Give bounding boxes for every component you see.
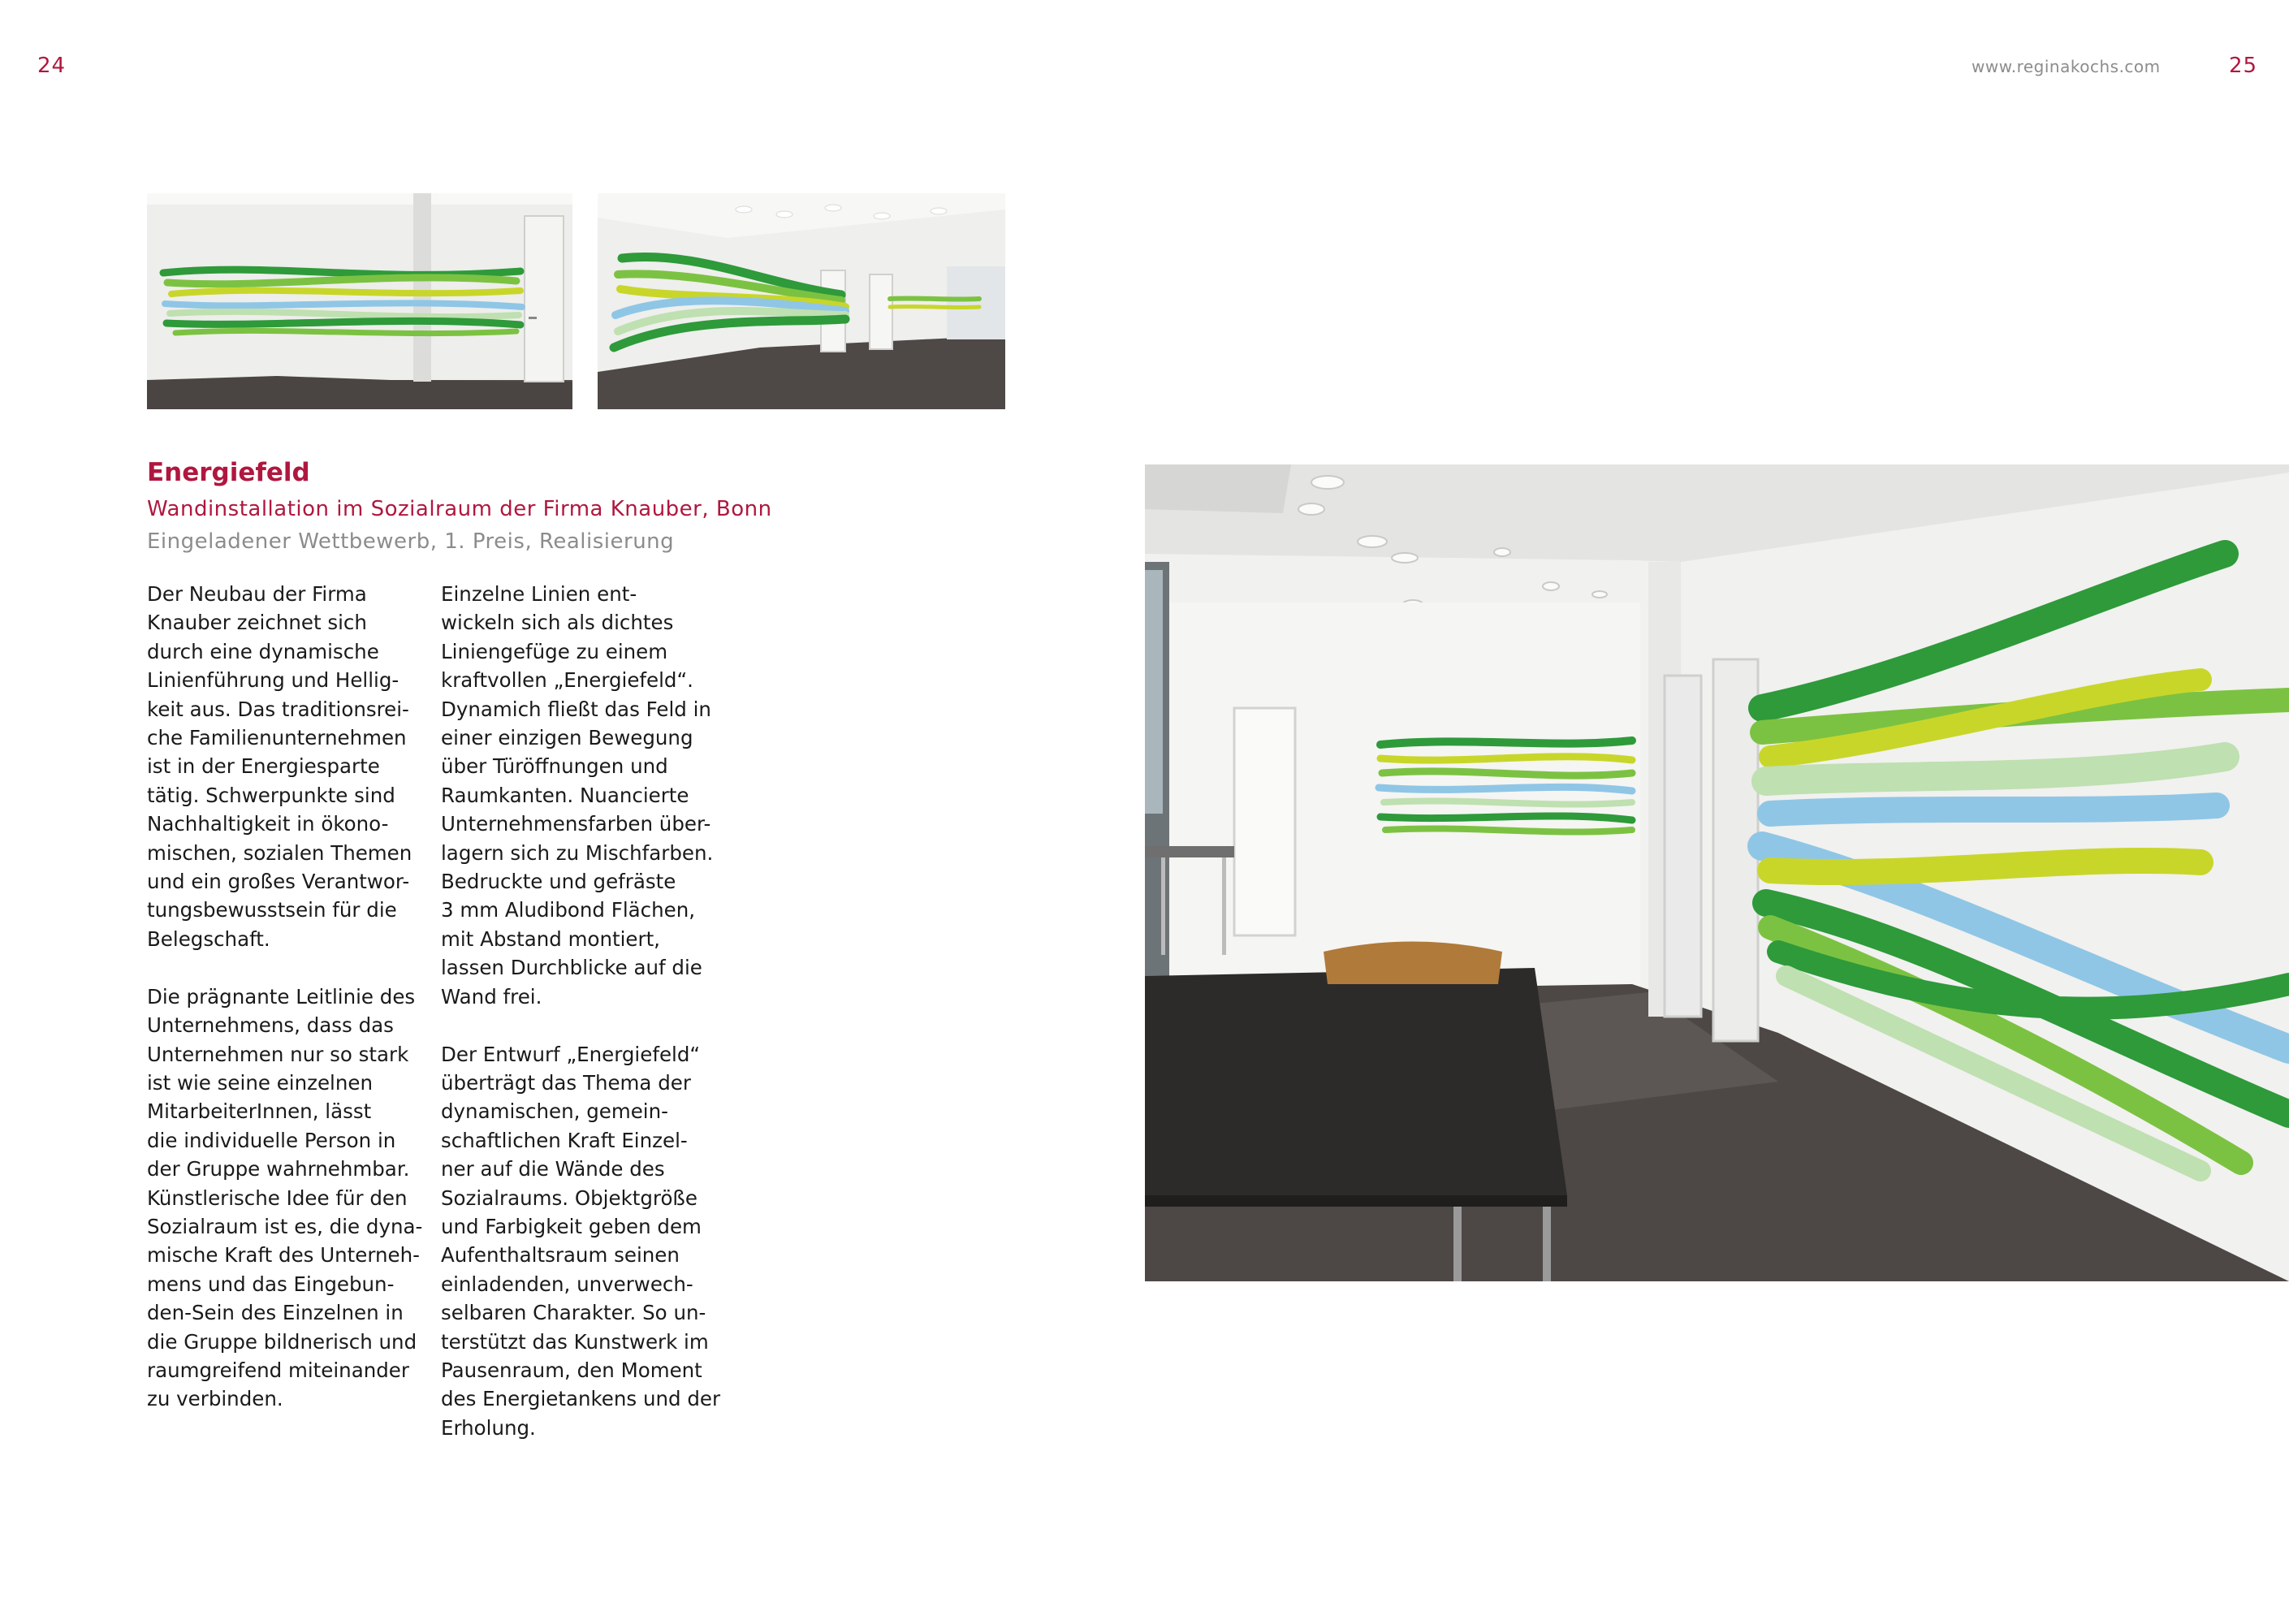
installation-photo-2 <box>598 193 1005 409</box>
article-competition-info: Eingeladener Wettbewerb, 1. Preis, Realisierung <box>147 529 675 554</box>
installation-photo-1 <box>147 193 572 409</box>
body-text-column-2: Einzelne Linien ent- wickeln sich als dichtes Liniengefüge zu einem kraftvollen „Energiefeld“. Dynamich fließt das Feld in einer einzigen Bewegung über Türöffnungen und Raumkanten. Nuancierte Unternehmensfarben über- lagern sich zu Mischfarben. Bedruckte und gefräste 3 mm Aludibond Flächen, mit Abstand montiert, lassen Durchblicke auf die Wand frei. Der Entwurf „Energiefeld“ überträgt das Thema der dynamischen, gemein- schaftlichen Kraft Einzel- ner auf die Wände des Sozialraums. Objektgröße und Farbigkeit geben dem Aufenthaltsraum seinen einladenden, unverwech- selbaren Charakter. So un- terstützt das Kunstwerk im Pausenraum, den Moment des Energietankens und der Erholung. <box>441 582 721 1440</box>
body-text-column-1: Der Neubau der Firma Knauber zeichnet sich durch eine dynamische Linienführung und Hellig- keit aus. Das traditionsrei- che Familienunternehmen ist in der Energiesparte tätig. Schwerpunkte sind Nachhaltigkeit in ökono- mischen, sozialen Themen und ein großes Verantwor- tungsbewusstsein für die Belegschaft. Die prägnante Leitlinie des Unternehmens, dass das Unternehmen nur so stark ist wie seine einzelnen MitarbeiterInnen, lässt die individuelle Person in der Gruppe wahrnehmbar. Künstlerische Idee für den Sozialraum ist es, die dyna- mische Kraft des Unterneh- mens und das Eingebun- den-Sein des Einzelnen in die Gruppe bildnerisch und raumgreifend miteinander zu verbinden. <box>147 582 423 1411</box>
website-url[interactable]: www.reginakochs.com <box>1972 57 2161 76</box>
page-number-left: 24 <box>37 54 67 78</box>
installation-photo-main <box>1145 464 2289 1281</box>
page-number-right: 25 <box>2229 54 2258 78</box>
article-title: Energiefeld <box>147 458 310 487</box>
article-subtitle: Wandinstallation im Sozialraum der Firma Knauber, Bonn <box>147 497 772 521</box>
